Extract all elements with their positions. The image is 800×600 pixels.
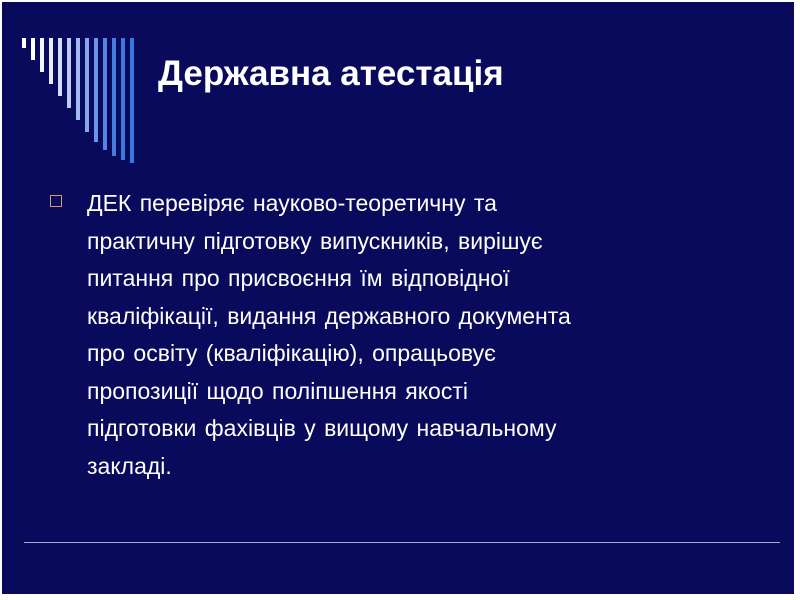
decorative-bar [49, 38, 53, 84]
decorative-bar [22, 38, 26, 48]
bullet-text-line: практичну підготовку випускників, вирішує [87, 227, 543, 254]
bullet-text-line: підготовки фахівців у вищому навчальному [87, 415, 557, 441]
decorative-bar [130, 38, 134, 163]
decorative-bar [31, 38, 35, 60]
square-bullet-icon [50, 195, 62, 207]
bullet-text-line: кваліфікації, видання державного документа [87, 302, 571, 329]
bullet-text-line: пропозиції щодо поліпшення якості [87, 377, 468, 404]
decorative-bar [67, 38, 71, 108]
bullet-text-line: ДЕК перевіряє науково-теоретичну та [87, 190, 497, 216]
decorative-bar [85, 38, 89, 132]
decorative-bars [22, 38, 142, 164]
decorative-bar [58, 38, 62, 96]
decorative-bar [40, 38, 44, 72]
bullet-text-line: питання про присвоєння їм відповідної [87, 265, 510, 291]
decorative-bar [121, 38, 125, 160]
slide-title: Державна атестація [158, 54, 504, 93]
decorative-bar [103, 38, 107, 150]
decorative-bar [112, 38, 116, 156]
bullet-text-line: закладі. [87, 452, 172, 479]
decorative-bar [94, 38, 98, 142]
footer-divider [24, 542, 780, 543]
decorative-bar [76, 38, 80, 120]
bullet-text [87, 185, 747, 485]
bullet-text-line: про освіту (кваліфікацію), опрацьовує [87, 340, 496, 366]
